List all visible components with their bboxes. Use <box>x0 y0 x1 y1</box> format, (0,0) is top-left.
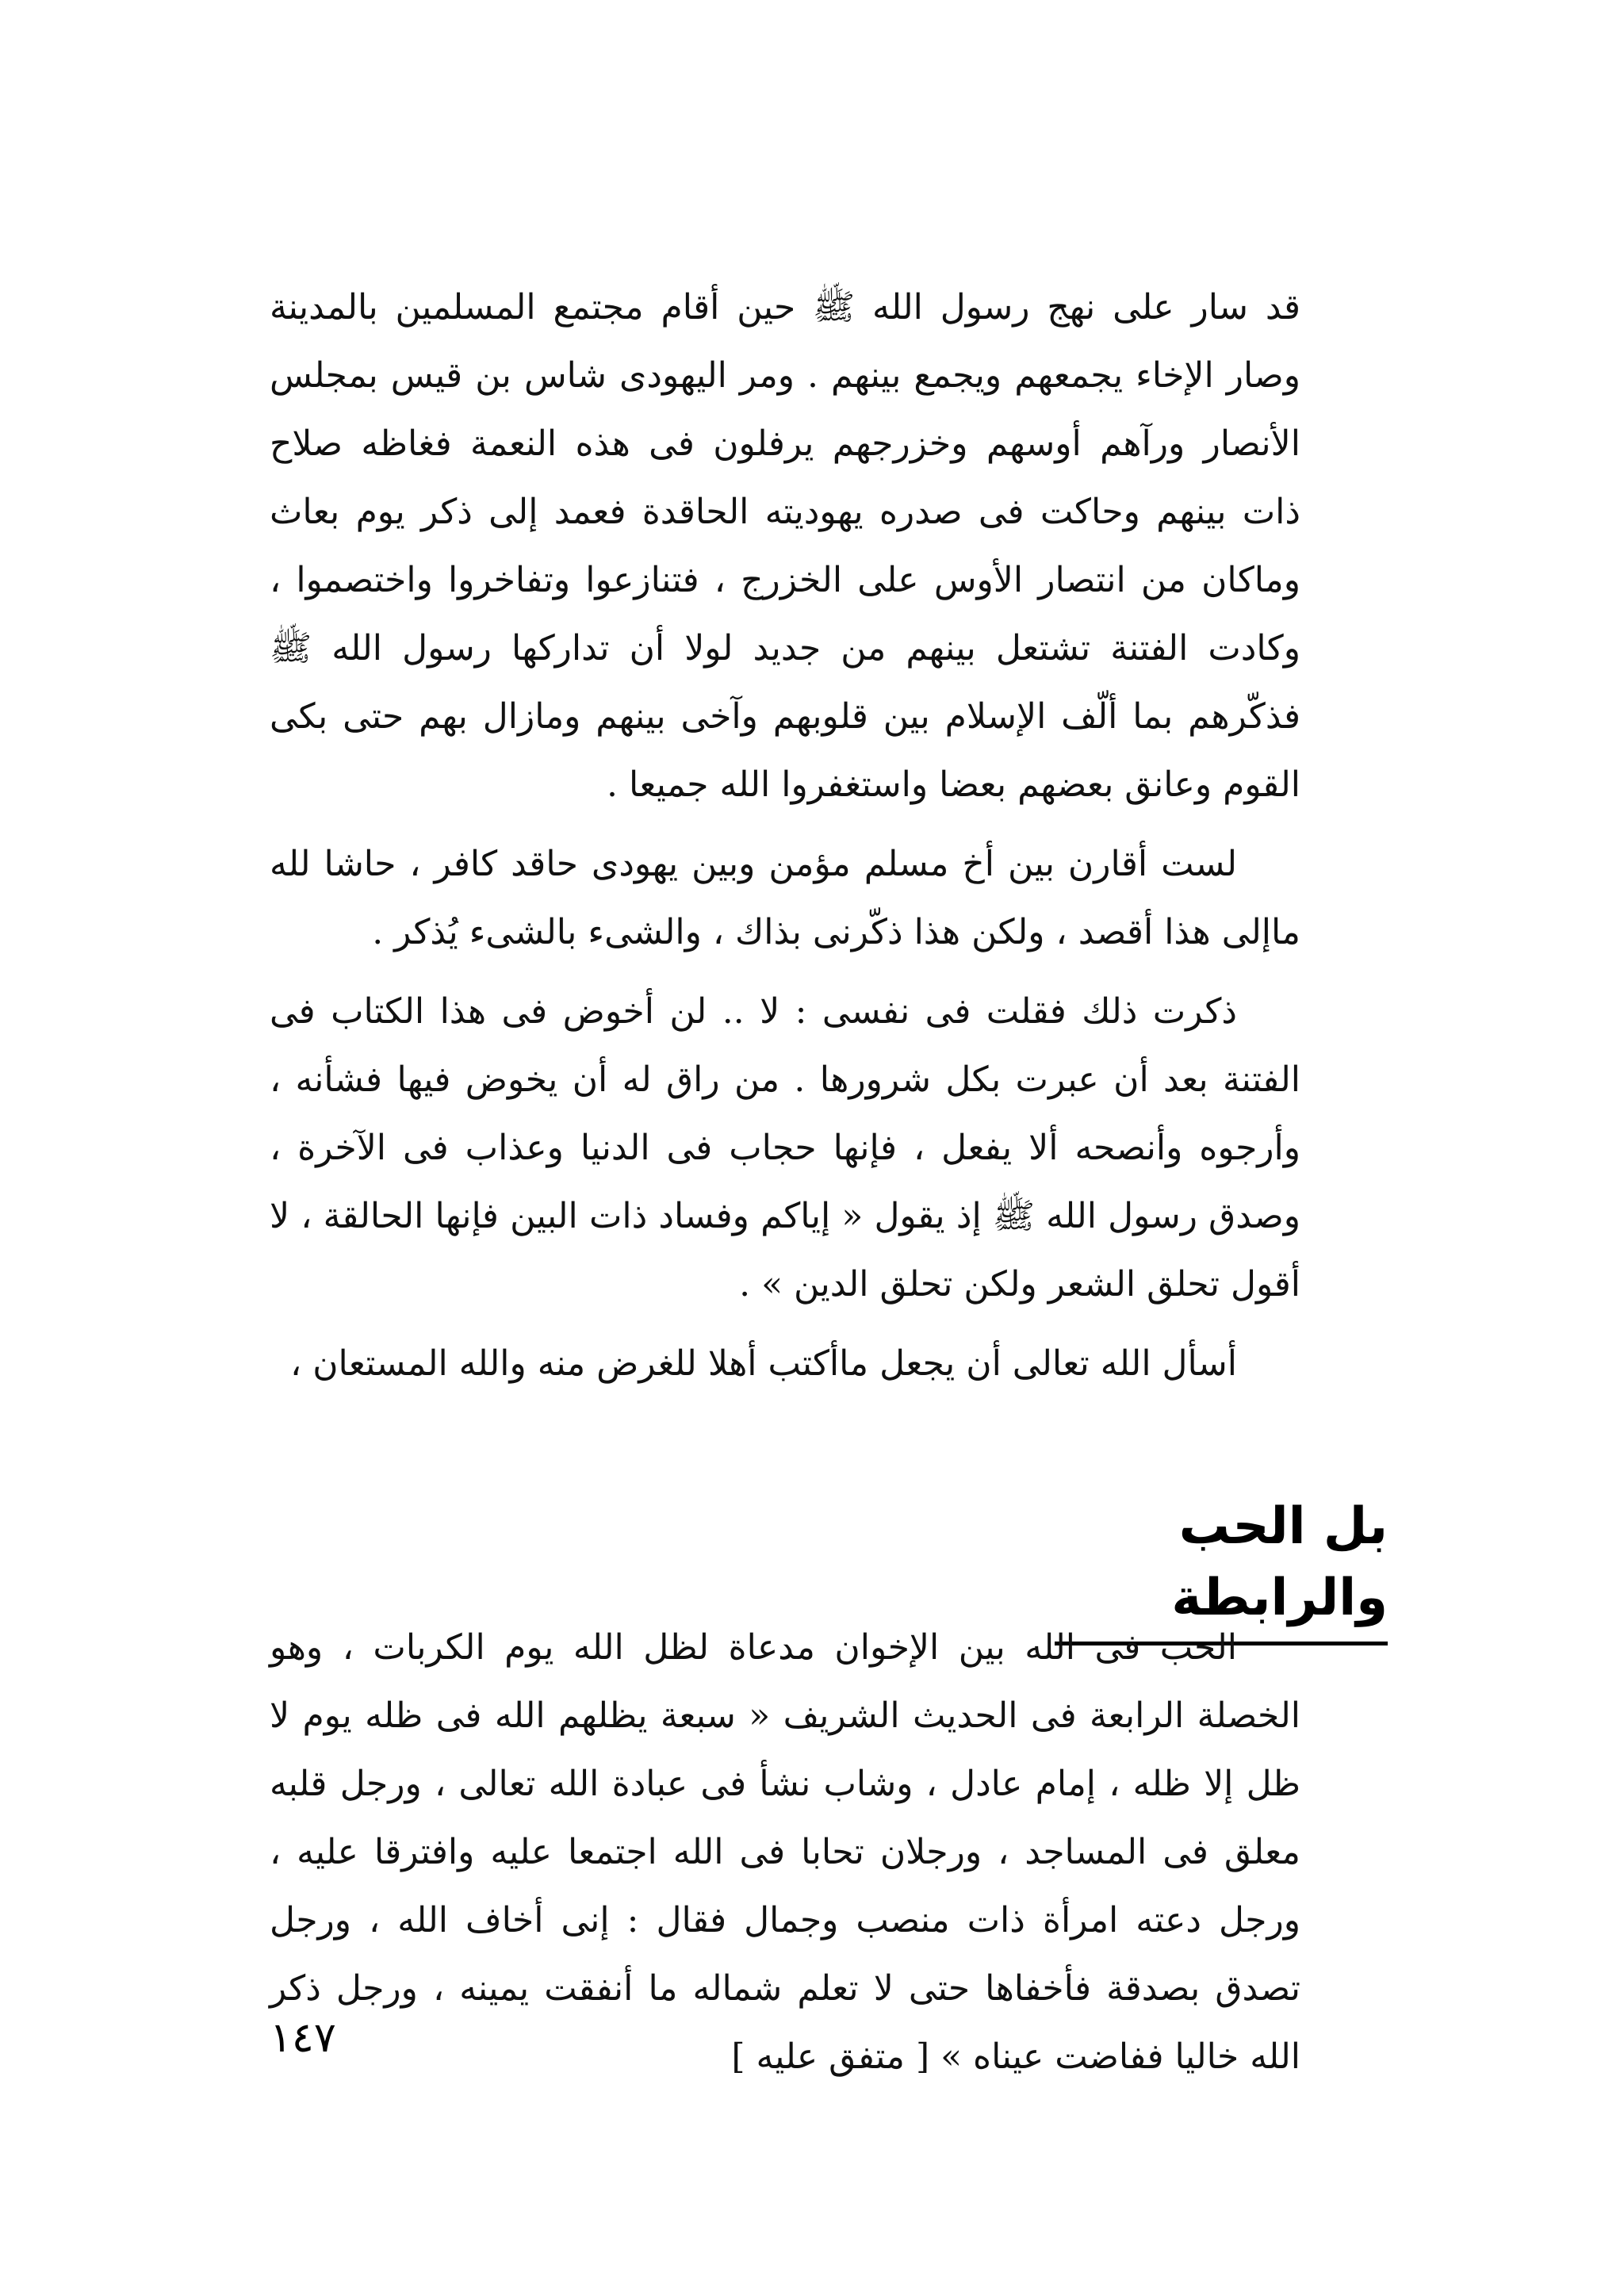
paragraph-4: أسأل الله تعالى أن يجعل ماأكتب أهلا للغرض منه والله المستعان ، <box>290 1343 1237 1384</box>
paragraph-1: قد سار على نهج رسول الله ﷺ حين أقام مجتمع المسلمين بالمدينة وصار الإخاء يجمعهم ويجمع بينهم . ومر اليهودى شاس بن قيس بمجلس الأنصار ورآهم أوسهم وخزرجهم يرفلون فى هذه النعمة فغاظه صلاح ذات بينهم وحاكت فى صدره يهوديته الحاقدة فعمد إلى ذكر يوم بعاث وماكان من انتصار الأوس على الخزرج ، فتنازعوا وتفاخروا واختصموا ، وكادت الفتنة تشتعل بينهم من جديد لولا أن تداركها رسول الله ﷺ فذكّرهم بما ألّف الإسلام بين قلوبهم وآخى بينهم ومازال بهم حتى بكى القوم وعانق بعضهم بعضا واستغفروا الله جميعا . <box>270 287 1300 805</box>
paragraph-5: الحب فى الله بين الإخوان مدعاة لظل الله يوم الكربات ، وهو الخصلة الرابعة فى الحديث الشريف « سبعة يظلهم الله فى ظله يوم لا ظل إلا ظله ، إمام عادل ، وشاب نشأ فى عبادة الله تعالى ، ورجل قلبه معلق فى المساجد ، ورجلان تحابا فى الله اجتمعا عليه وافترقا عليه ، ورجل دعته امرأة ذات منصب وجمال فقال : إنى أخاف الله ، ورجل تصدق بصدقة فأخفاها حتى لا تعلم شماله ما أنفقت يمينه ، ورجل ذكر الله خاليا ففاضت عيناه » [ متفق عليه ] <box>270 1627 1300 2077</box>
section-heading: بل الحب والرابطة <box>1171 1497 1388 1627</box>
section-one-text <box>270 274 1300 1398</box>
page-number: ١٤٧ <box>270 2014 336 2062</box>
section-two-text <box>270 1614 1300 2091</box>
paragraph-3: ذكرت ذلك فقلت فى نفسى : لا .. لن أخوض فى هذا الكتاب فى الفتنة بعد أن عبرت بكل شرورها . من راق له أن يخوض فيها فشأنه ، وأرجوه وأنصحه ألا يفعل ، فإنها حجاب فى الدنيا وعذاب فى الآخرة ، وصدق رسول الله ﷺ إذ يقول « إياكم وفساد ذات البين فإنها الحالقة ، لا أقول تحلق الشعر ولكن تحلق الدين » . <box>270 991 1300 1304</box>
paragraph-2: لست أقارن بين أخ مسلم مؤمن وبين يهودى حاقد كافر ، حاشا لله ماإلى هذا أقصد ، ولكن هذا ذكّرنى بذاك ، والشىء بالشىء يُذكر . <box>270 844 1300 952</box>
